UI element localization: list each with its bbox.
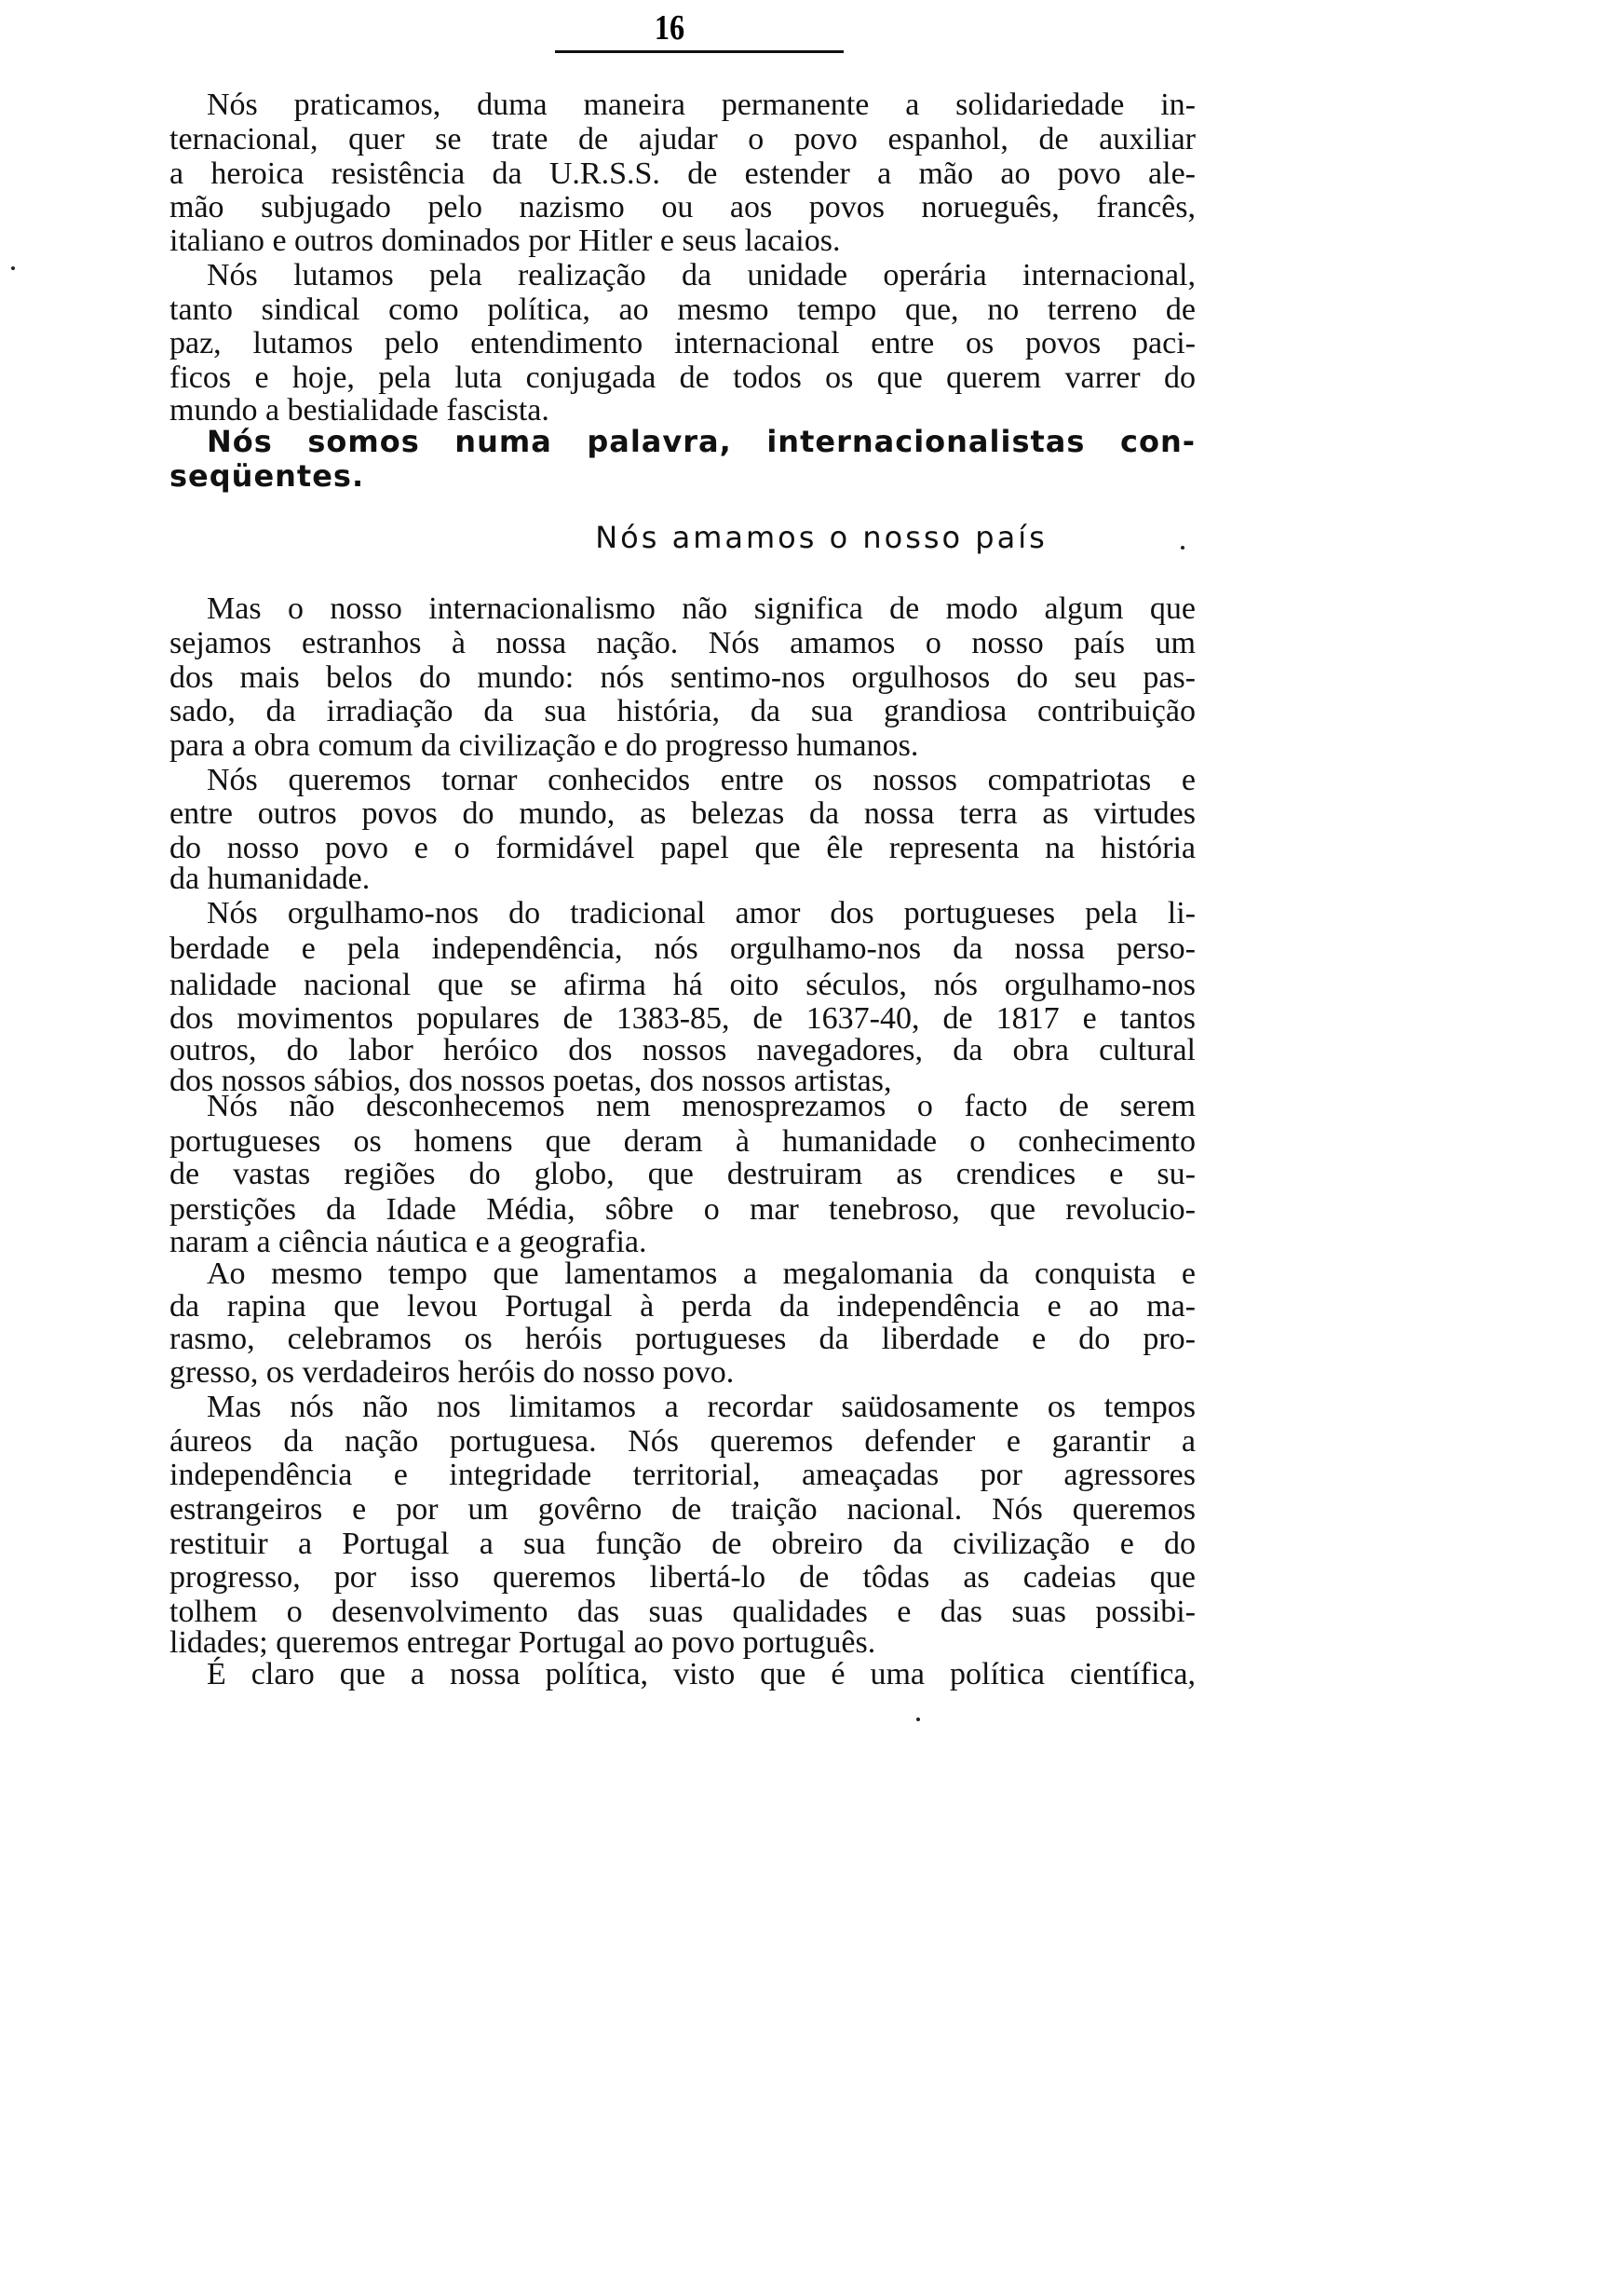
text-line: rasmo, celebramos os heróis portugueses da liberdade e do pro- bbox=[169, 1322, 1196, 1356]
text-line: ficos e hoje, pela luta conjugada de todos os que querem varrer do bbox=[169, 360, 1196, 395]
text-line: Ao mesmo tempo que lamentamos a megalomania da conquista e bbox=[207, 1256, 1196, 1291]
text-line: paz, lutamos pelo entendimento internacional entre os povos paci- bbox=[169, 326, 1196, 360]
text-line: naram a ciência náutica e a geografia. bbox=[169, 1225, 647, 1259]
text-line: portugueses os homens que deram à humanidade o conhecimento bbox=[169, 1124, 1196, 1159]
header-rule bbox=[555, 50, 844, 53]
text-line: mão subjugado pelo nazismo ou aos povos norueguês, francês, bbox=[169, 190, 1196, 224]
text-line: outros, do labor heróico dos nossos navegadores, da obra cultural bbox=[169, 1033, 1196, 1067]
text-line: Nós não desconhecemos nem menosprezamos o facto de serem bbox=[207, 1089, 1196, 1123]
text-line: áureos da nação portuguesa. Nós queremos defender e garantir a bbox=[169, 1424, 1196, 1459]
section-heading: Nós amamos o nosso país bbox=[595, 520, 1048, 555]
page-number: 16 bbox=[654, 8, 685, 48]
text-line: Nós queremos tornar conhecidos entre os nossos compatriotas e bbox=[207, 763, 1196, 797]
text-line: restituir a Portugal a sua função de obreiro da civilização e do bbox=[169, 1527, 1196, 1561]
text-line: tanto sindical como política, ao mesmo tempo que, no terreno de bbox=[169, 292, 1196, 327]
text-line: progresso, por isso queremos libertá-lo de tôdas as cadeias que bbox=[169, 1560, 1196, 1595]
text-line: dos nossos sábios, dos nossos poetas, dos nossos artistas, bbox=[169, 1064, 892, 1098]
text-line: sejamos estranhos à nossa nação. Nós amamos o nosso país um bbox=[169, 626, 1196, 660]
text-line: do nosso povo e o formidável papel que êle representa na história bbox=[169, 831, 1196, 865]
text-line: da rapina que levou Portugal à perda da independência e ao ma- bbox=[169, 1289, 1196, 1324]
text-line: Nós lutamos pela realização da unidade operária internacional, bbox=[207, 258, 1196, 292]
text-line: Mas nós não nos limitamos a recordar saüdosamente os tempos bbox=[207, 1390, 1196, 1424]
text-line: Nós somos numa palavra, internacionalistas con- bbox=[207, 424, 1196, 459]
text-line: Mas o nosso internacionalismo não significa de modo algum que bbox=[207, 591, 1196, 626]
text-line: de vastas regiões do globo, que destruiram as crendices e su- bbox=[169, 1157, 1196, 1191]
text-line: para a obra comum da civilização e do progresso humanos. bbox=[169, 728, 919, 763]
text-line: ternacional, quer se trate de ajudar o povo espanhol, de auxiliar bbox=[169, 122, 1196, 156]
speck bbox=[11, 266, 15, 270]
text-line: da humanidade. bbox=[169, 862, 371, 896]
text-line: estrangeiros e por um govêrno de traição nacional. Nós queremos bbox=[169, 1492, 1196, 1527]
text-line: tolhem o desenvolvimento das suas qualidades e das suas possibi- bbox=[169, 1595, 1196, 1629]
text-line: italiano e outros dominados por Hitler e seus lacaios. bbox=[169, 224, 841, 258]
text-line: Nós orgulhamo-nos do tradicional amor dos portugueses pela li- bbox=[207, 896, 1196, 930]
text-line: dos mais belos do mundo: nós sentimo-nos orgulhosos do seu pas- bbox=[169, 660, 1196, 695]
text-line: berdade e pela independência, nós orgulhamo-nos da nossa perso- bbox=[169, 931, 1196, 966]
text-line: entre outros povos do mundo, as belezas da nossa terra as virtudes bbox=[169, 796, 1196, 831]
text-line: perstições da Idade Média, sôbre o mar tenebroso, que revolucio- bbox=[169, 1192, 1196, 1227]
text-line: sado, da irradiação da sua história, da sua grandiosa contribuição bbox=[169, 694, 1196, 728]
speck bbox=[916, 1718, 920, 1721]
text-line: a heroica resistência da U.R.S.S. de estender a mão ao povo ale- bbox=[169, 156, 1196, 191]
text-line: nalidade nacional que se afirma há oito séculos, nós orgulhamo-nos bbox=[169, 968, 1196, 1002]
text-line: lidades; queremos entregar Portugal ao povo português. bbox=[169, 1625, 876, 1660]
text-line: independência e integridade territorial, ameaçadas por agressores bbox=[169, 1458, 1196, 1492]
text-line: Nós praticamos, duma maneira permanente a solidariedade in- bbox=[207, 88, 1196, 122]
text-line: seqüentes. bbox=[169, 458, 365, 494]
text-line: dos movimentos populares de 1383-85, de 1637-40, de 1817 e tantos bbox=[169, 1001, 1196, 1036]
text-line: É claro que a nossa política, visto que é uma política científica, bbox=[207, 1657, 1196, 1691]
text-line: gresso, os verdadeiros heróis do nosso povo. bbox=[169, 1355, 735, 1390]
text-line: mundo a bestialidade fascista. bbox=[169, 393, 549, 428]
speck bbox=[1181, 546, 1184, 550]
